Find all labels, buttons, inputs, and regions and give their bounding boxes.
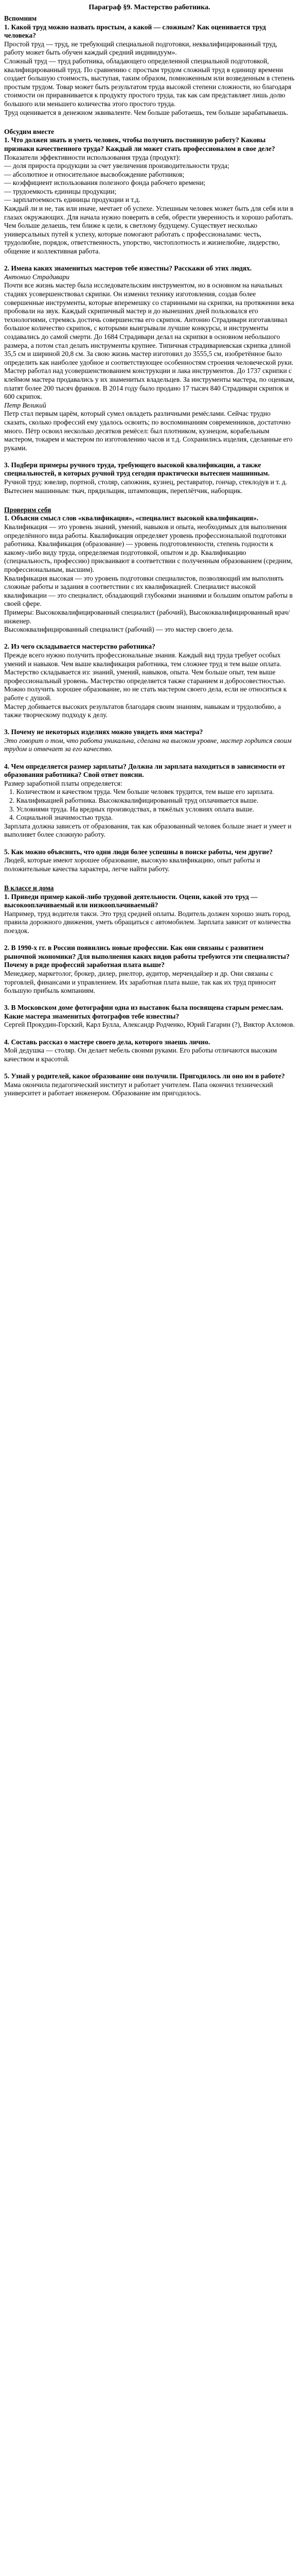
- paragraph-text: Сергей Прокудин-Горский, Карл Булла, Александр Родченко, Юрий Гагарин (?), Виктор Ахломов.: [4, 1021, 295, 1029]
- paragraph-text: Высококвалифицированный специалист (рабочий) — это мастер своего дела.: [4, 625, 234, 634]
- paragraph-text: Мой дедушка — столяр. Он делает мебель своими руками. Его работы отличаются высоким качеством и красотой.: [4, 1046, 277, 1063]
- section-spacer: [4, 995, 295, 1004]
- question-text: 3. В Московском доме фотографии одна из выставок была посвящена старым ремеслам. Какие мастера знаменитых фотографов тебе известны?: [4, 1004, 283, 1020]
- section-block: [4, 264, 295, 452]
- section-heading: Вспомним: [4, 14, 37, 22]
- document-content: [4, 14, 295, 1098]
- paragraph-text: Показатели эффективности использования труда (продукт):: [4, 153, 181, 161]
- paragraph-text: Петр Великий: [4, 401, 46, 409]
- question-text: 5. Как можно объяснить, что одни люди более успешны в поиске работы, чем другие?: [4, 848, 273, 856]
- question-text: 2. Имена каких знаменитых мастеров тебе известны? Расскажи об этих людях.: [4, 264, 252, 273]
- section-block: [4, 506, 295, 634]
- section-spacer: [4, 256, 295, 265]
- section-block: [4, 848, 295, 874]
- section-heading: Проверим себя: [4, 505, 51, 514]
- question-text: 1. Какой труд можно назвать простым, а какой — сложным? Как оценивается труд человека?: [4, 23, 266, 40]
- section-spacer: [4, 873, 295, 882]
- paragraph-text: Вытеснен машинным: ткач, прядильщик, штамповщик, переплётчик, наборщик.: [4, 486, 243, 495]
- question-text: 1. Что должен знать и уметь человек, чтобы получить постоянную работу? Каковы признаки качественного труда? Каждый ли может стать профессионалом в свое деле?: [4, 136, 275, 152]
- question-text: 2. Из чего складывается мастерство работника?: [4, 642, 155, 651]
- section-spacer: [4, 839, 295, 848]
- question-text: 3. Подбери примеры ручного труда, требующего высокой квалификации, а также специальностей, в которых ручной труд сегодня практически вытеснен машинным.: [4, 461, 270, 478]
- paragraph-text: Квалификация — это уровень знаний, умений, навыков и опыта, необходимых для выполнения определённого вида работы. Квалификация определяет уровень профессиональной подготовки работника. Квалификация (образование) — уровень подготовленности, степень годности к какому-либо виду труда, определяемая подготовкой, опытом и др. Квалификацию (специальность, профессию) присваивают в соответствии с полученным образованием (средним, профессиональным, высшим).: [4, 523, 293, 573]
- paragraph-text: Примеры: Высококвалифицированный специалист (рабочий), Высококвалифицированный врач/инженер.: [4, 608, 290, 625]
- paragraph-text: — трудоемкость единицы продукции;: [4, 187, 117, 195]
- paragraph-text: Почти все жизнь мастер была исследовательским инструментом, но в основном на начальных стадиях усовершенствовал скрипки. Он изменил технику изготовления, создав более совершенные инструменты, которые вперемешку со старинными на скрипки, на протяжении века пробовали на звук. Каждый скрипичный мастер и до нынешних дней пользовался его технологиями, стремясь достичь совершенства его скрипок. Антонио Страдивари изготавливал большое количество скрипок, с которыми выигрывали лучшие конкурсы, и инструменты создавались до самой смерти. До 1684 Страдивари делал на скрипки в основном небольшого размера, а потом стал делать инструменты крупнее. Типичная страдивариевская скрипка длиной 35,5 см и шириной 20,8 см. За свою жизнь мастер изготовил до 3555,5 см, изобретённое было определить как наиболее удобное и соответствующее особенностям строения человеческой руки. Мастер работал над усовершенствованием конструкции и лака инструментов. До 1737 скрипки с клеймом мастера продавались у их знаменитых владельцев. За инструменты мастера, по оценкам, платят более 200 тысяч франков. В 2014 году было продано 17 тысяч 840 Страдивари скрипок и 600 скрипок.: [4, 281, 295, 401]
- section-spacer: [4, 1029, 295, 1038]
- section-block: [4, 884, 295, 936]
- paragraph-text: Мастерство складывается из: знаний, умений, навыков, опыта. Чем больше опыт, тем выше профессиональный уровень. Мастерство определяется также старанием и добросовестностью. Можно получить хорошее образование, но не стать мастером своего дела, если не относиться к работе с душой.: [4, 668, 287, 702]
- page-title: Параграф §9. Мастерство работника.: [88, 4, 210, 11]
- paragraph-text: Антонио Страдивари: [4, 273, 70, 281]
- section-spacer: [4, 754, 295, 762]
- paragraph-text: 4. Социальной значимостью труда.: [9, 814, 113, 822]
- section-spacer: [4, 936, 295, 944]
- section-block: [4, 728, 295, 754]
- paragraph-text: Зарплата должна зависеть от образования, так как образованный человек больше знает и умеет и выполняет более сложную работу.: [4, 822, 292, 839]
- section-spacer: [4, 117, 295, 126]
- paragraph-text: — коэффициент использования полезного фонда рабочего времени;: [4, 179, 206, 187]
- paragraph-text: 2. Квалификацией работника. Высококвалифицированный труд оплачивается выше.: [9, 796, 259, 805]
- section-spacer: [4, 634, 295, 643]
- paragraph-text: Например, труд водителя такси. Это труд средней оплаты. Водитель должен хорошо знать город, правила дорожного движения, уметь обращаться с автомобилем. Зарплата зависит от количества поездок.: [4, 909, 291, 935]
- paragraph-text: — абсолютное и относительное высвобождение работников;: [4, 170, 185, 178]
- paragraph-text: Это говорит о том, что работа уникальна, сделана на высоком уровне, мастер гордится своим трудом и отвечает за его качество.: [4, 736, 292, 753]
- section-block: [4, 944, 295, 995]
- section-spacer: [4, 1063, 295, 1072]
- section-spacer: [4, 720, 295, 728]
- paragraph-text: Людей, которые имеют хорошее образование, высокую квалификацию, опыт работы и положительные качества характера, легче найти работу.: [4, 856, 260, 873]
- paragraph-text: Каждый ли и не, так или иначе, мечтает об успехе. Успешным человек может быть для себя или в глазах окружающих. Для начала нужно поверить в себя, обрести уверенность и хорошо работать. Чем больше делаешь, тем ближе к цели, к светлому будущему. Существует несколько универсальных путей к успеху, которые помогают работать с профессионалами: честь, трудолюбие, порядок, ответственность, упорство, чистоплотность и жизнелюбие, лидерство, общение и коллективная работа.: [4, 205, 294, 256]
- paragraph-text: Прежде всего нужно получить профессиональные знания. Каждый вид труда требует особых умений и навыков. Чем выше квалификация работника, тем сложнее труд и тем выше оплата.: [4, 651, 281, 668]
- document-page: [4, 0, 295, 1098]
- paragraph-text: Мастер добивается высоких результатов благодаря своим знаниям, навыкам и трудолюбию, а также творческому подходу к делу.: [4, 702, 281, 719]
- paragraph-text: Мама окончила педагогический институт и работает учителем. Папа окончил технический университет и работает инженером. Образование им пригодилось.: [4, 1080, 273, 1097]
- question-text: 5. Узнай у родителей, какое образование они получили. Пригодилось ли оно им в работе?: [4, 1072, 285, 1080]
- paragraph-text: Петр стал первым царём, который сумел овладеть различными ремёслами. Сейчас трудно сказать, сколько профессий ему удалось освоить; по воспоминаниям современников, достаточно много. Пётр освоил несколько десятков ремёсел: был плотником, кузнецом, корабельным мастером, токарем и мастером по изготовлению часов и т.д. Сохранились изделия, сделанные его руками.: [4, 410, 293, 452]
- section-block: [4, 461, 295, 495]
- paragraph-text: Менеджер, маркетолог, брокер, дилер, риелтор, аудитор, мерчендайзер и др. Они связаны с торговлей, финансами и управлением. Их заработная плата выше, так как их труд приносит большую прибыль компаниям.: [4, 969, 276, 995]
- section-spacer: [4, 452, 295, 461]
- paragraph-text: Размер заработной платы определяется:: [4, 779, 122, 787]
- section-block: [4, 128, 295, 256]
- question-text: 4. Чем определяется размер зарплаты? Должна ли зарплата находиться в зависимости от образования работника? Свой ответ поясни.: [4, 762, 286, 779]
- section-block: [4, 1004, 295, 1029]
- section-block: [4, 1072, 295, 1098]
- paragraph-text: Труд оценивается в денежном эквиваленте. Чем больше работаешь, тем больше зарабатываешь.: [4, 108, 289, 116]
- paragraph-text: 3. Условиями труда. На вредных производствах, в тяжёлых условиях оплата выше.: [9, 805, 254, 813]
- paragraph-text: — зарплатоемкость единицы продукции и т.д.: [4, 196, 140, 204]
- paragraph-text: Ручной труд: ювелир, портной, столяр, сапожник, кузнец, реставратор, гончар, стеклодув и т. д.: [4, 478, 288, 486]
- section-block: [4, 642, 295, 719]
- section-block: [4, 14, 295, 117]
- question-text: 1. Объясни смысл слов «квалификация», «специалист высокой квалификации».: [4, 514, 259, 522]
- paragraph-text: Квалификация высокая — это уровень подготовки специалистов, позволяющий им выполнять сложные работы и задания в соответствии с их квалификацией. Специалист высокой квалификации — это специалист, обладающий глубокими знаниями и большим опытом работы в своей сфере.: [4, 574, 293, 608]
- section-spacer: [4, 495, 295, 504]
- question-text: 3. Почему не некоторых изделиях можно увидеть имя мастера?: [4, 728, 203, 736]
- question-text: 4. Составь рассказ о мастере своего дела, которого знаешь лично.: [4, 1038, 210, 1046]
- section-block: [4, 1038, 295, 1064]
- paragraph-text: Сложный труд — труд работника, обладающего определенной специальной подготовкой, квалифицированный труд. По сравнению с простым трудом сложный труд в единицу времени создает большую стоимость, выступая, таким образом, помноженным или возведенным в степень простым трудом. Товар может быть результатом труда высокой степени сложности, но благодаря стоимости он приравнивается к продукту простого труда, так как сам представляет лишь долю большого или меньшего количества этого простого труда.: [4, 57, 295, 108]
- paragraph-text: 1. Количеством и качеством труда. Чем больше человек трудится, тем выше его зарплата.: [9, 788, 274, 796]
- section-heading: Обсудим вместе: [4, 127, 55, 135]
- section-heading: В классе и дома: [4, 884, 54, 892]
- question-text: 2. В 1990-х гг. в России появились новые профессии. Как они связаны с развитием рыночной экономики? Для выполнения каких видов работы требуются эти специалисты? Почему в ряде профессий заработная плата выше?: [4, 944, 290, 969]
- section-block: [4, 762, 295, 839]
- question-text: 1. Приведи пример какой-либо трудовой деятельности. Оцени, какой это труд — высокооплачиваемый или низкооплачиваемый?: [4, 892, 258, 909]
- paragraph-text: Простой труд — труд, не требующий специальной подготовки, неквалифицированный труд, работу может быть обучен каждый средний индивидуум».: [4, 40, 278, 57]
- paragraph-text: — доля прироста продукции за счет увеличения производительности труда;: [4, 162, 229, 170]
